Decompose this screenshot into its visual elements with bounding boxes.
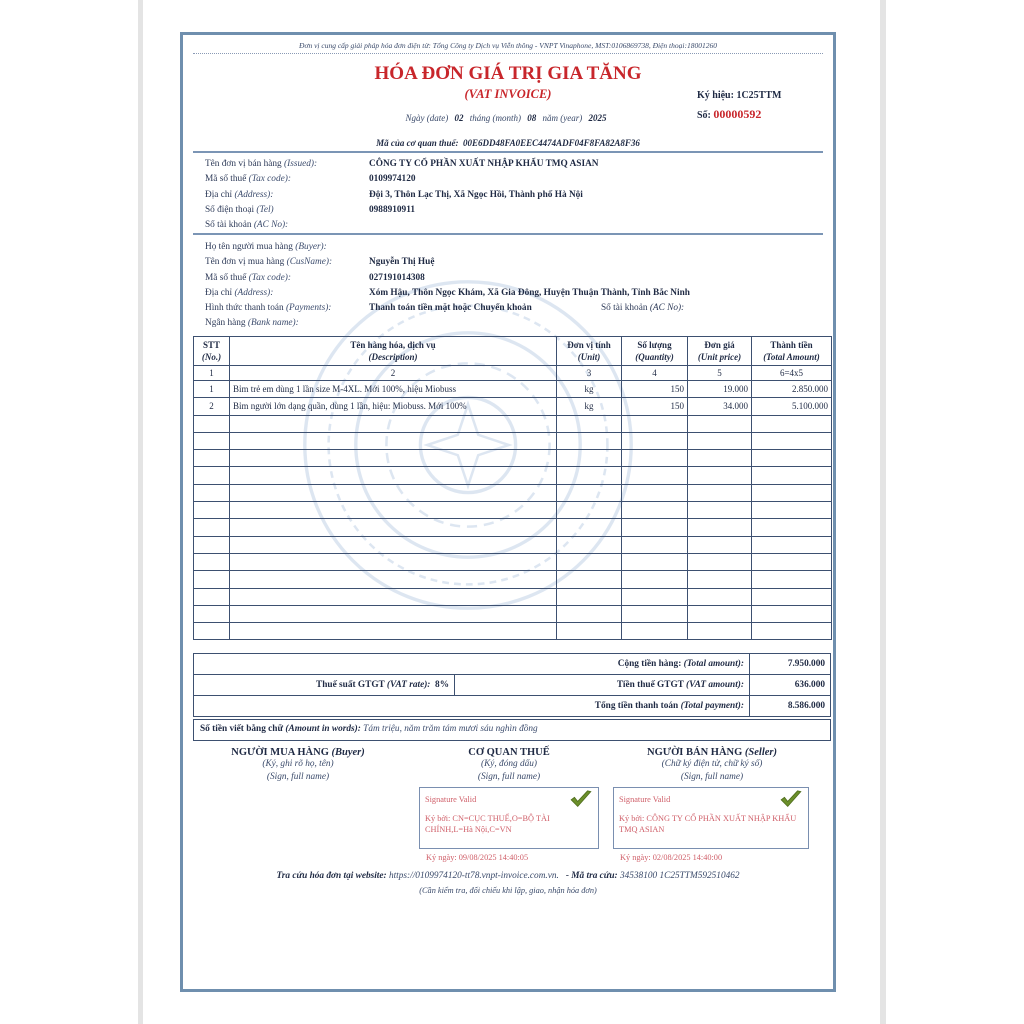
empty-cell	[752, 484, 832, 501]
buyer-account-label-en: (AC No):	[649, 303, 685, 314]
buyer-row	[205, 301, 690, 316]
lookup-code: 34538100 1C25TTM592510462	[619, 871, 740, 881]
empty-table-row	[194, 623, 832, 640]
empty-cell	[622, 571, 688, 588]
tax-signed-date: Ký ngày: 09/08/2025 14:40:05	[426, 853, 529, 862]
buyer-account-label: Số tài khoản	[601, 303, 648, 314]
seller-row	[205, 188, 599, 203]
index-cell: 6=4x5	[752, 366, 832, 381]
date-day-label: Ngày (date)	[405, 113, 449, 123]
vat-rate-label-en: (VAT rate):	[386, 680, 431, 690]
seller-tel: 0988910911	[369, 204, 415, 215]
date-day: 02	[454, 113, 464, 123]
buyer-row	[205, 255, 690, 270]
seller-account-label: Số tài khoản	[205, 220, 252, 231]
viewer-right-edge	[880, 0, 886, 1024]
empty-cell	[194, 484, 230, 501]
empty-cell	[230, 519, 557, 536]
index-cell: 3	[557, 366, 622, 381]
col-total	[752, 337, 832, 366]
items-table	[193, 336, 832, 640]
symbol-value: 1C25TTM	[736, 90, 782, 101]
seller-sig-line1: (Chữ ký điện tử, chữ ký số)	[661, 759, 763, 769]
tax-sig-line2: (Sign, full name)	[477, 772, 541, 782]
words-label-en: (Amount in words):	[285, 724, 361, 734]
empty-cell	[230, 432, 557, 449]
number-value: 00000592	[713, 107, 762, 121]
empty-cell	[557, 432, 622, 449]
col-unit-vi: Đơn vị tính	[567, 340, 611, 350]
words-label: Số tiền viết bằng chữ	[200, 724, 284, 734]
empty-cell	[752, 502, 832, 519]
empty-cell	[622, 588, 688, 605]
col-description-en: (Description)	[368, 352, 418, 362]
empty-cell	[752, 415, 832, 432]
vat-row	[194, 675, 831, 696]
seller-sig-title: NGƯỜI BÁN HÀNG	[647, 747, 743, 758]
buyer-sig-title-en: (Buyer)	[331, 747, 365, 758]
item-quantity: 150	[622, 398, 688, 415]
vat-amount: 636.000	[750, 675, 831, 696]
subtotal-row	[194, 654, 831, 675]
empty-cell	[752, 432, 832, 449]
buyer-sig-line2: (Sign, full name)	[266, 772, 330, 782]
empty-cell	[688, 519, 752, 536]
seller-account-label-en: (AC No):	[253, 220, 289, 231]
date-year-label: năm (year)	[542, 113, 583, 123]
footer-note: (Cần kiểm tra, đối chiếu khi lập, giao, nhận hóa đơn)	[419, 886, 597, 895]
empty-table-row	[194, 450, 832, 467]
col-unit-price-en: (Unit price)	[697, 352, 742, 362]
empty-cell	[688, 571, 752, 588]
seller-signature	[607, 747, 817, 784]
seller-sig-line2: (Sign, full name)	[680, 772, 744, 782]
buyer-sig-line1: (Ký, ghi rõ họ, tên)	[262, 759, 334, 769]
number-label: Số:	[697, 110, 711, 121]
empty-table-row	[194, 415, 832, 432]
empty-cell	[752, 623, 832, 640]
item-quantity: 150	[622, 381, 688, 398]
empty-cell	[557, 450, 622, 467]
empty-cell	[752, 605, 832, 622]
empty-cell	[688, 432, 752, 449]
empty-cell	[194, 450, 230, 467]
tax-sig-title: CƠ QUAN THUẾ	[468, 747, 550, 758]
buyer-row	[205, 240, 690, 255]
seller-address: Đội 3, Thôn Lạc Thị, Xã Ngọc Hồi, Thành phố Hà Nội	[369, 189, 583, 200]
empty-cell	[194, 519, 230, 536]
empty-cell	[557, 536, 622, 553]
buyer-row	[205, 271, 690, 286]
empty-cell	[230, 536, 557, 553]
date-month-label: tháng (month)	[469, 113, 521, 123]
seller-signed-date: Ký ngày: 02/08/2025 14:40:00	[620, 853, 723, 862]
vat-amount-label: Tiền thuế GTGT	[616, 680, 684, 690]
empty-cell	[688, 553, 752, 570]
total-row	[194, 696, 831, 717]
lookup-code-label: - Mã tra cứu:	[565, 871, 618, 881]
seller-name-label: Tên đơn vị bán hàng	[205, 159, 282, 169]
empty-cell	[557, 623, 622, 640]
empty-cell	[230, 553, 557, 570]
empty-cell	[194, 623, 230, 640]
col-description-vi: Tên hàng hóa, dịch vụ	[350, 340, 436, 350]
buyer-address-label: Địa chỉ	[205, 287, 233, 298]
empty-cell	[557, 467, 622, 484]
empty-cell	[557, 605, 622, 622]
empty-cell	[752, 553, 832, 570]
seller-signature-valid: Signature Valid	[619, 794, 671, 804]
buyer-bank-label-en: (Bank name):	[247, 318, 299, 329]
total-value: 8.586.000	[750, 696, 831, 717]
index-cell: 4	[622, 366, 688, 381]
empty-cell	[230, 571, 557, 588]
empty-cell	[752, 519, 832, 536]
index-row	[194, 366, 832, 381]
buyer-name-label-en: (Buyer):	[295, 242, 327, 252]
seller-check-icon	[779, 790, 803, 808]
invoice-title: HÓA ĐƠN GIÁ TRỊ GIA TĂNG	[374, 63, 642, 84]
item-no: 1	[194, 381, 230, 398]
seller-row	[205, 157, 599, 172]
seller-tax-label-en: (Tax code):	[248, 174, 291, 185]
seller-row	[205, 218, 599, 233]
buyer-payment-label: Hình thức thanh toán	[205, 303, 284, 314]
tax-sig-line1: (Ký, đóng dấu)	[480, 759, 538, 769]
empty-cell	[752, 536, 832, 553]
empty-cell	[194, 571, 230, 588]
subtotal-label-en: (Total amount):	[683, 659, 744, 669]
empty-cell	[622, 502, 688, 519]
seller-row	[205, 172, 599, 187]
tax-signature-box[interactable]	[419, 787, 599, 849]
empty-cell	[688, 588, 752, 605]
seller-name-label-en: (Issued):	[284, 159, 318, 169]
index-cell: 1	[194, 366, 230, 381]
empty-cell	[622, 467, 688, 484]
seller-tax-code: 0109974120	[369, 174, 416, 185]
provider-line: Đơn vị cung cấp giải pháp hóa đơn điện tử: Tổng Công ty Dịch vụ Viễn thông - VNPT Vinaphone, MST:0106869738, Điện thoại:18001260	[193, 41, 823, 54]
invoice-subtitle: (VAT INVOICE)	[464, 87, 552, 101]
empty-cell	[622, 519, 688, 536]
lookup-label: Tra cứu hóa đơn tại website:	[276, 871, 387, 881]
buyer-payment-label-en: (Payments):	[285, 303, 332, 314]
date-month: 08	[527, 113, 537, 123]
col-unit-en: (Unit)	[577, 352, 601, 362]
empty-cell	[557, 588, 622, 605]
empty-cell	[622, 415, 688, 432]
seller-signature-box[interactable]	[613, 787, 809, 849]
col-quantity	[622, 337, 688, 366]
date-year: 2025	[588, 113, 607, 123]
empty-cell	[194, 588, 230, 605]
empty-table-row	[194, 502, 832, 519]
table-row	[194, 398, 832, 415]
empty-cell	[622, 432, 688, 449]
invoice-frame	[180, 32, 836, 992]
col-quantity-en: (Quantity)	[635, 352, 674, 362]
empty-cell	[230, 450, 557, 467]
subtotal-label: Cộng tiền hàng:	[617, 659, 682, 669]
tax-signature	[419, 747, 599, 784]
seller-tel-label: Số điện thoại	[205, 204, 255, 215]
seller-sig-title-en: (Seller)	[744, 747, 777, 758]
divider	[193, 151, 823, 153]
empty-cell	[752, 588, 832, 605]
buyer-bank-label: Ngân hàng	[205, 318, 246, 329]
seller-address-label: Địa chỉ	[205, 189, 233, 200]
seller-info	[205, 157, 599, 233]
empty-cell	[557, 553, 622, 570]
seller-address-label-en: (Address):	[234, 189, 274, 200]
table-row	[194, 381, 832, 398]
empty-cell	[688, 484, 752, 501]
col-no-vi: STT	[202, 340, 220, 350]
totals-table	[193, 653, 831, 717]
empty-cell	[688, 502, 752, 519]
col-quantity-vi: Số lượng	[637, 340, 672, 350]
empty-cell	[752, 467, 832, 484]
empty-table-row	[194, 553, 832, 570]
empty-cell	[194, 467, 230, 484]
words-value: Tám triệu, năm trăm tám mươi sáu nghìn đồng	[363, 724, 538, 734]
empty-cell	[622, 484, 688, 501]
amount-in-words	[193, 719, 831, 741]
buyer-name-label: Họ tên người mua hàng	[205, 242, 293, 252]
table-header	[194, 337, 832, 366]
item-no: 2	[194, 398, 230, 415]
empty-cell	[557, 484, 622, 501]
tax-signer: Ký bởi: CN=CỤC THUẾ,O=BỘ TÀI CHÍNH,L=Hà Nội,C=VN	[425, 814, 550, 834]
empty-cell	[622, 450, 688, 467]
item-unit-price: 34.000	[688, 398, 752, 415]
empty-table-row	[194, 467, 832, 484]
buyer-tax-label-en: (Tax code):	[248, 272, 291, 283]
empty-cell	[194, 553, 230, 570]
buyer-tax-code: 027191014308	[369, 272, 425, 283]
item-description: Bỉm người lớn dạng quần, dùng 1 lần, hiệu: Miobuss. Mới 100%	[230, 398, 557, 415]
empty-cell	[557, 415, 622, 432]
item-unit-price: 19.000	[688, 381, 752, 398]
tax-authority-code-label: Mã của cơ quan thuế:	[376, 138, 459, 148]
seller-name: CÔNG TY CỔ PHẦN XUẤT NHẬP KHẨU TMQ ASIAN	[369, 159, 599, 169]
empty-cell	[557, 571, 622, 588]
viewer-left-edge	[138, 0, 143, 1024]
empty-cell	[230, 415, 557, 432]
empty-table-row	[194, 605, 832, 622]
vat-amount-label-en: (VAT amount):	[686, 680, 744, 690]
buyer-row	[205, 286, 690, 301]
total-label: Tổng tiền thanh toán	[594, 701, 679, 711]
tax-authority-code	[183, 138, 833, 148]
seller-row	[205, 203, 599, 218]
buyer-signature	[203, 747, 393, 784]
divider	[193, 233, 823, 235]
subtotal-value: 7.950.000	[750, 654, 831, 675]
empty-cell	[194, 415, 230, 432]
empty-cell	[622, 553, 688, 570]
buyer-tax-label: Mã số thuế	[205, 272, 247, 283]
empty-cell	[688, 450, 752, 467]
empty-cell	[622, 536, 688, 553]
empty-cell	[622, 623, 688, 640]
buyer-info	[205, 240, 690, 332]
index-cell: 2	[230, 366, 557, 381]
empty-cell	[194, 605, 230, 622]
tax-signature-valid: Signature Valid	[425, 794, 477, 804]
empty-cell	[230, 623, 557, 640]
empty-cell	[230, 502, 557, 519]
col-unit-price-vi: Đơn giá	[704, 340, 735, 350]
empty-cell	[622, 605, 688, 622]
invoice-number	[697, 107, 761, 122]
col-description	[230, 337, 557, 366]
empty-cell	[752, 571, 832, 588]
index-cell: 5	[688, 366, 752, 381]
item-total: 5.100.000	[752, 398, 832, 415]
empty-cell	[230, 605, 557, 622]
item-total: 2.850.000	[752, 381, 832, 398]
col-no	[194, 337, 230, 366]
empty-table-row	[194, 484, 832, 501]
empty-cell	[557, 502, 622, 519]
buyer-cusname-label: Tên đơn vị mua hàng	[205, 257, 285, 268]
vat-rate: 8%	[435, 680, 449, 690]
empty-cell	[752, 450, 832, 467]
empty-cell	[194, 432, 230, 449]
vat-rate-label: Thuế suất GTGT	[316, 680, 385, 690]
empty-table-row	[194, 432, 832, 449]
item-unit: kg	[557, 398, 622, 415]
buyer-row	[205, 316, 690, 331]
col-no-en: (No.)	[201, 352, 222, 362]
invoice-symbol	[697, 90, 781, 101]
empty-cell	[688, 415, 752, 432]
lookup-line	[183, 871, 833, 881]
empty-cell	[230, 588, 557, 605]
empty-cell	[194, 502, 230, 519]
buyer-cusname: Nguyễn Thị Huệ	[369, 257, 435, 268]
seller-tel-label-en: (Tel)	[256, 204, 274, 215]
col-unit	[557, 337, 622, 366]
buyer-cusname-label-en: (CusName):	[286, 257, 333, 268]
empty-table-row	[194, 536, 832, 553]
col-total-vi: Thành tiền	[770, 340, 813, 350]
empty-rows	[194, 415, 832, 640]
empty-cell	[688, 467, 752, 484]
col-unit-price	[688, 337, 752, 366]
empty-cell	[688, 605, 752, 622]
empty-cell	[194, 536, 230, 553]
lookup-url[interactable]: https://0109974120-tt78.vnpt-invoice.com.vn.	[388, 871, 559, 881]
buyer-payment: Thanh toán tiền mặt hoặc Chuyển khoản	[369, 303, 532, 314]
empty-cell	[557, 519, 622, 536]
tax-check-icon	[569, 790, 593, 808]
seller-signer: Ký bởi: CÔNG TY CỔ PHẦN XUẤT NHẬP KHẨU TMQ ASIAN	[619, 814, 797, 834]
buyer-address: Xóm Hậu, Thôn Ngọc Khám, Xã Gia Đông, Huyện Thuận Thành, Tỉnh Bắc Ninh	[369, 287, 690, 298]
total-label-en: (Total payment):	[680, 701, 744, 711]
empty-cell	[230, 467, 557, 484]
item-description: Bỉm trẻ em dùng 1 lần size M-4XL. Mới 100%, hiệu Miobuss	[230, 381, 557, 398]
buyer-address-label-en: (Address):	[234, 287, 274, 298]
empty-table-row	[194, 588, 832, 605]
empty-table-row	[194, 519, 832, 536]
symbol-label: Ký hiệu:	[697, 90, 734, 101]
col-total-en: (Total Amount)	[763, 352, 820, 362]
tax-authority-code-value: 00E6DD48FA0EEC4474ADF04F8FA82A8F36	[462, 138, 640, 148]
empty-cell	[230, 484, 557, 501]
item-unit: kg	[557, 381, 622, 398]
empty-cell	[688, 623, 752, 640]
buyer-sig-title: NGƯỜI MUA HÀNG	[231, 747, 329, 758]
seller-tax-label: Mã số thuế	[205, 174, 247, 185]
empty-cell	[688, 536, 752, 553]
empty-table-row	[194, 571, 832, 588]
